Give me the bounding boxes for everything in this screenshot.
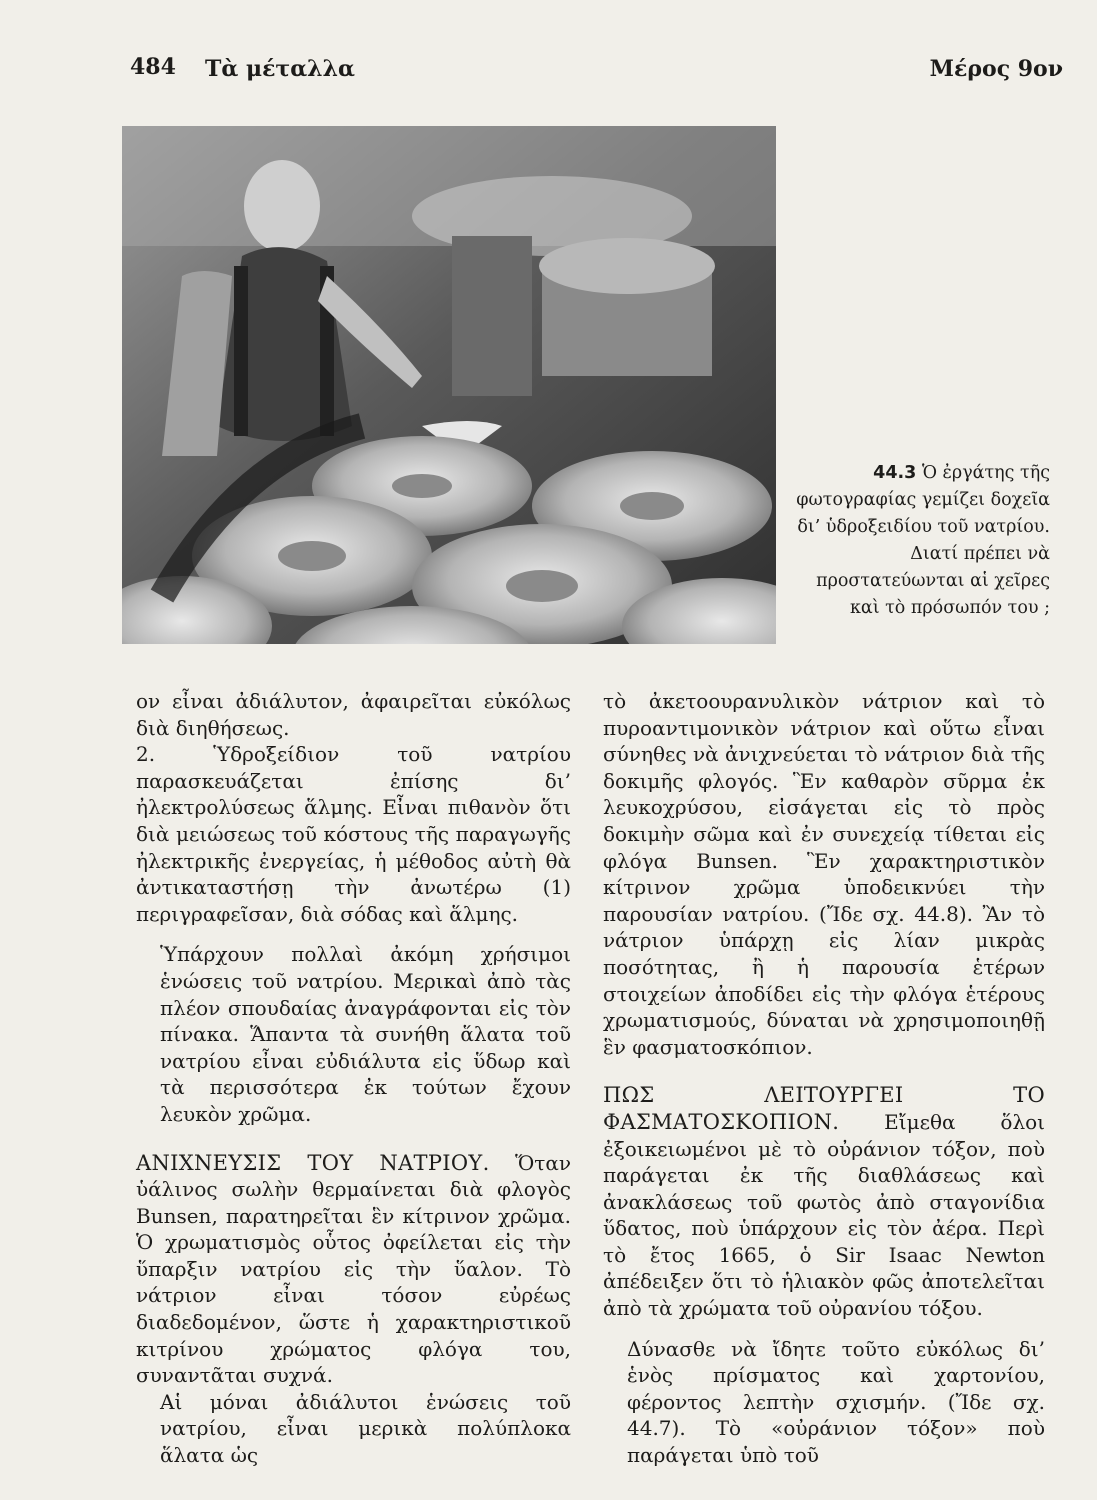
paragraph-number: 2. (136, 742, 156, 767)
figure-photo (122, 126, 776, 644)
paragraph-text: Ὅταν ὑάλινος σωλὴν θερμαίνεται διὰ φλογὸς Bunsen, παρατηρεῖται ἓν κίτρινον χρῶμα. Ὁ χρωματισμὸς οὗτος ὀφείλεται εἰς τὴν ὕπαρξιν νατρίου εἰς τὴν ὕαλον. Τὸ νάτριον εἶναι τόσον εὐρέως διαδεδομένον, ὥστε ἡ χαρακτηριστικοῦ κιτρίνου χρώματος φλόγα του, συναντᾶται συχνά. (136, 1150, 571, 1388)
paragraph: Ὑπάρχουν πολλαὶ ἀκόμη χρήσιμοι ἑνώσεις τοῦ νατρίου. Μερικαὶ ἀπὸ τὰς πλέον σπουδαίας ἀναγράφονται εἰς τὸν πίνακα. Ἅπαντα τὰ συνήθη ἅλατα τοῦ νατρίου εἶναι εὐδιάλυτα εἰς ὕδωρ καὶ τὰ περισσότερα ἐκ τούτων ἔχουν λευκὸν χρῶμα. (160, 942, 571, 1126)
section-paragraph (603, 1082, 1045, 1321)
part-label: Μέρος 9ον (929, 56, 1063, 82)
section-paragraph (136, 1150, 571, 1389)
page-number: 484 (130, 54, 176, 80)
paragraph-text: Εἴμεθα ὅλοι ἐξοικειωμένοι μὲ τὸ οὐράνιον τόξον, ποὺ παράγεται ἐκ τῆς διαθλάσεως καὶ ἀνακλάσεως τοῦ φωτὸς ἀπὸ σταγονίδια ὕδατος, ποὺ ὑπάρχουν εἰς τὸν ἀέρα. Περὶ τὸ ἔτος 1665, ὁ Sir Isaac Newton ἀπέδειξεν ὅτι τὸ ἡλιακὸν φῶς ἀποτελεῖται ἀπὸ τὰ χρώματα τοῦ οὐρανίου τόξου. (603, 1109, 1045, 1321)
worker-filling-drums-photo (122, 126, 776, 644)
paragraph-text: Ὑδροξείδιον τοῦ νατρίου παρασκευάζεται ἐπίσης δι’ ἠλεκτρολύσεως ἅλμης. Εἶναι πιθανὸν ὅτι διὰ μειώσεως τοῦ κόστους τῆς παραγωγῆς ἠλεκτρικῆς ἐνεργείας, ἡ μέθοδος αὐτὴ θὰ ἀντικαταστήσῃ τὴν ἀνωτέρω (1) περιγραφεῖσαν, διὰ σόδας καὶ ἅλμης. (136, 742, 571, 926)
right-column (603, 688, 1045, 1469)
section-heading: ΑΝΙΧΝΕΥΣΙΣ ΤΟΥ ΝΑΤΡΙΟΥ. (136, 1150, 490, 1175)
figure-caption (790, 460, 1050, 622)
paragraph: Αἱ μόναι ἀδιάλυτοι ἑνώσεις τοῦ νατρίου, εἶναι μερικὰ πολύπλοκα ἅλατα ὡς (160, 1389, 571, 1468)
paragraph: ον εἶναι ἀδιάλυτον, ἀφαιρεῖται εὐκόλως διὰ διηθήσεως. (136, 689, 571, 740)
section-heading: ΠΩΣ ΛΕΙΤΟΥΡΓΕΙ ΤΟ ΦΑΣΜΑΤΟΣΚΟΠΙΟΝ. (603, 1083, 1045, 1134)
page-header (0, 48, 1097, 88)
left-column (136, 688, 571, 1469)
paragraph: τὸ ἀκετοουρανυλικὸν νάτριον καὶ τὸ πυροαντιμονικὸν νάτριον καὶ οὕτω εἶναι σύνηθες νὰ ἀνιχνεύεται τὸ νάτριον διὰ τῆς δοκιμῆς φλογός. Ἓν καθαρὸν σῦρμα ἐκ λευκοχρύσου, εἰσάγεται εἰς τὸ πρὸς δοκιμὴν σῶμα καὶ ἐν συνεχείᾳ τίθεται εἰς φλόγα Bunsen. Ἓν χαρακτηριστικὸν κίτρινον χρῶμα ὑποδεικνύει τὴν παρουσίαν νατρίου. (Ἴδε σχ. 44.8). Ἂν τὸ νάτριον ὑπάρχῃ εἰς λίαν μικρὰς ποσότητας, ἢ ἡ παρουσία ἑτέρων στοιχείων ἀποδίδει εἰς τὴν φλόγα ἑτέρους χρωματισμούς, δύναται νὰ χρησιμοποιηθῇ ἓν φασματοσκόπιον. (603, 689, 1045, 1059)
figure-caption-text: Ὁ ἐργάτης τῆς φωτογραφίας γεμίζει δοχεῖα δι’ ὑδροξειδίου τοῦ νατρίου. Διατί πρέπει νὰ προστατεύωνται αἱ χεῖρες καὶ τὸ πρόσωπόν του ; (796, 463, 1050, 618)
numbered-paragraph (136, 741, 571, 927)
running-title: Τὰ μέταλλα (205, 56, 355, 82)
paragraph: Δύνασθε νὰ ἴδητε τοῦτο εὐκόλως δι’ ἑνὸς πρίσματος καὶ χαρτονίου, φέροντος λεπτὴν σχισμήν. (Ἴδε σχ. 44.7). Τὸ «οὐράνιον τόξον» ποὺ παράγεται ὑπὸ τοῦ (627, 1336, 1045, 1468)
figure-number: 44.3 (873, 463, 917, 483)
